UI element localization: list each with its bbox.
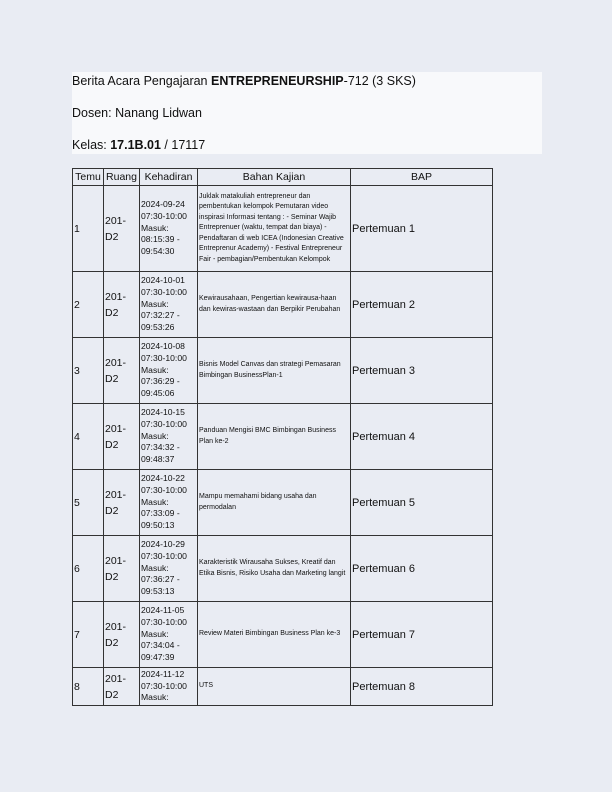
col-header-kehadiran: Kehadiran — [140, 169, 198, 186]
cell-bap: Pertemuan 1 — [351, 186, 493, 272]
course-name: ENTREPRENEURSHIP — [210, 74, 344, 88]
col-header-ruang: Ruang — [104, 169, 140, 186]
cell-bap: Pertemuan 4 — [351, 404, 493, 470]
col-header-bahan-kajian: Bahan Kajian — [198, 169, 351, 186]
cell-attendance: 2024-10-01 07:30-10:00 Masuk: 07:32:27 - 09:53:26 — [140, 272, 198, 338]
cell-topic: Mampu memahami bidang usaha dan permodalan — [198, 470, 351, 536]
cell-bap: Pertemuan 6 — [351, 536, 493, 602]
class-label: Kelas: — [72, 138, 111, 152]
lecturer-name: Nanang Lidwan — [115, 106, 202, 120]
cell-topic: Karakteristik Wirausaha Sukses, Kreatif dan Etika Bisnis, Risiko Usaha dan Marketing langit — [198, 536, 351, 602]
cell-room: 201-D2 — [104, 602, 140, 668]
cell-bap: Pertemuan 7 — [351, 602, 493, 668]
cell-meeting-number: 6 — [73, 536, 104, 602]
table-row — [73, 272, 493, 338]
cell-topic: UTS — [198, 668, 351, 706]
course-suffix: -712 (3 SKS) — [343, 74, 416, 88]
table-row — [73, 536, 493, 602]
table-header — [73, 169, 493, 186]
cell-attendance: 2024-09-24 07:30-10:00 Masuk: 08:15:39 - 09:54:30 — [140, 186, 198, 272]
cell-topic: Kewirausahaan, Pengertian kewirausa-haan dan kewiras-wastaan dan Berpikir Perubahan — [198, 272, 351, 338]
cell-bap: Pertemuan 5 — [351, 470, 493, 536]
page-title — [72, 74, 416, 88]
cell-meeting-number: 3 — [73, 338, 104, 404]
table-row — [73, 668, 493, 706]
lecturer-line — [72, 106, 202, 120]
col-header-temu: Temu — [73, 169, 104, 186]
cell-topic: Panduan Mengisi BMC Bimbingan Business Plan ke-2 — [198, 404, 351, 470]
lecturer-label: Dosen: — [72, 106, 116, 120]
cell-meeting-number: 4 — [73, 404, 104, 470]
cell-meeting-number: 1 — [73, 186, 104, 272]
cell-bap: Pertemuan 2 — [351, 272, 493, 338]
cell-attendance: 2024-10-15 07:30-10:00 Masuk: 07:34:32 - 09:48:37 — [140, 404, 198, 470]
cell-room: 201-D2 — [104, 470, 140, 536]
cell-room: 201-D2 — [104, 404, 140, 470]
cell-attendance: 2024-10-08 07:30-10:00 Masuk: 07:36:29 - 09:45:06 — [140, 338, 198, 404]
class-suffix: / 17117 — [160, 138, 206, 152]
cell-room: 201-D2 — [104, 186, 140, 272]
cell-meeting-number: 5 — [73, 470, 104, 536]
table-row — [73, 470, 493, 536]
header-box — [72, 72, 542, 154]
cell-attendance: 2024-11-12 07:30-10:00 Masuk: — [140, 668, 198, 706]
cell-attendance: 2024-11-05 07:30-10:00 Masuk: 07:34:04 - 09:47:39 — [140, 602, 198, 668]
cell-meeting-number: 7 — [73, 602, 104, 668]
cell-topic: Review Materi Bimbingan Business Plan ke-3 — [198, 602, 351, 668]
class-line — [72, 138, 205, 152]
table-row — [73, 404, 493, 470]
cell-bap: Pertemuan 3 — [351, 338, 493, 404]
col-header-bap: BAP — [351, 169, 493, 186]
cell-room: 201-D2 — [104, 272, 140, 338]
title-prefix: Berita Acara Pengajaran — [72, 74, 211, 88]
cell-room: 201-D2 — [104, 536, 140, 602]
cell-topic: Bisnis Model Canvas dan strategi Pemasaran Bimbingan BusinessPlan-1 — [198, 338, 351, 404]
cell-room: 201-D2 — [104, 338, 140, 404]
table-row — [73, 602, 493, 668]
cell-topic: Juklak matakuliah entrepreneur dan pembentukan kelompok Pemutaran video inspirasi Informasi tentang : - Seminar Wajib Entreprenuer (waktu, tempat dan biaya) - Pendaftaran di web ICEA (Indonesian Creative Entreprenur Academy) - Festival Entrepreneur Fair - pembagian/Pembentukan Kelompok — [198, 186, 351, 272]
table-row — [73, 186, 493, 272]
cell-meeting-number: 2 — [73, 272, 104, 338]
cell-attendance: 2024-10-29 07:30-10:00 Masuk: 07:36:27 - 09:53:13 — [140, 536, 198, 602]
bap-table — [72, 168, 493, 706]
cell-room: 201-D2 — [104, 668, 140, 706]
class-code: 17.1B.01 — [110, 138, 161, 152]
cell-attendance: 2024-10-22 07:30-10:00 Masuk: 07:33:09 - 09:50:13 — [140, 470, 198, 536]
cell-meeting-number: 8 — [73, 668, 104, 706]
cell-bap: Pertemuan 8 — [351, 668, 493, 706]
table-row — [73, 338, 493, 404]
